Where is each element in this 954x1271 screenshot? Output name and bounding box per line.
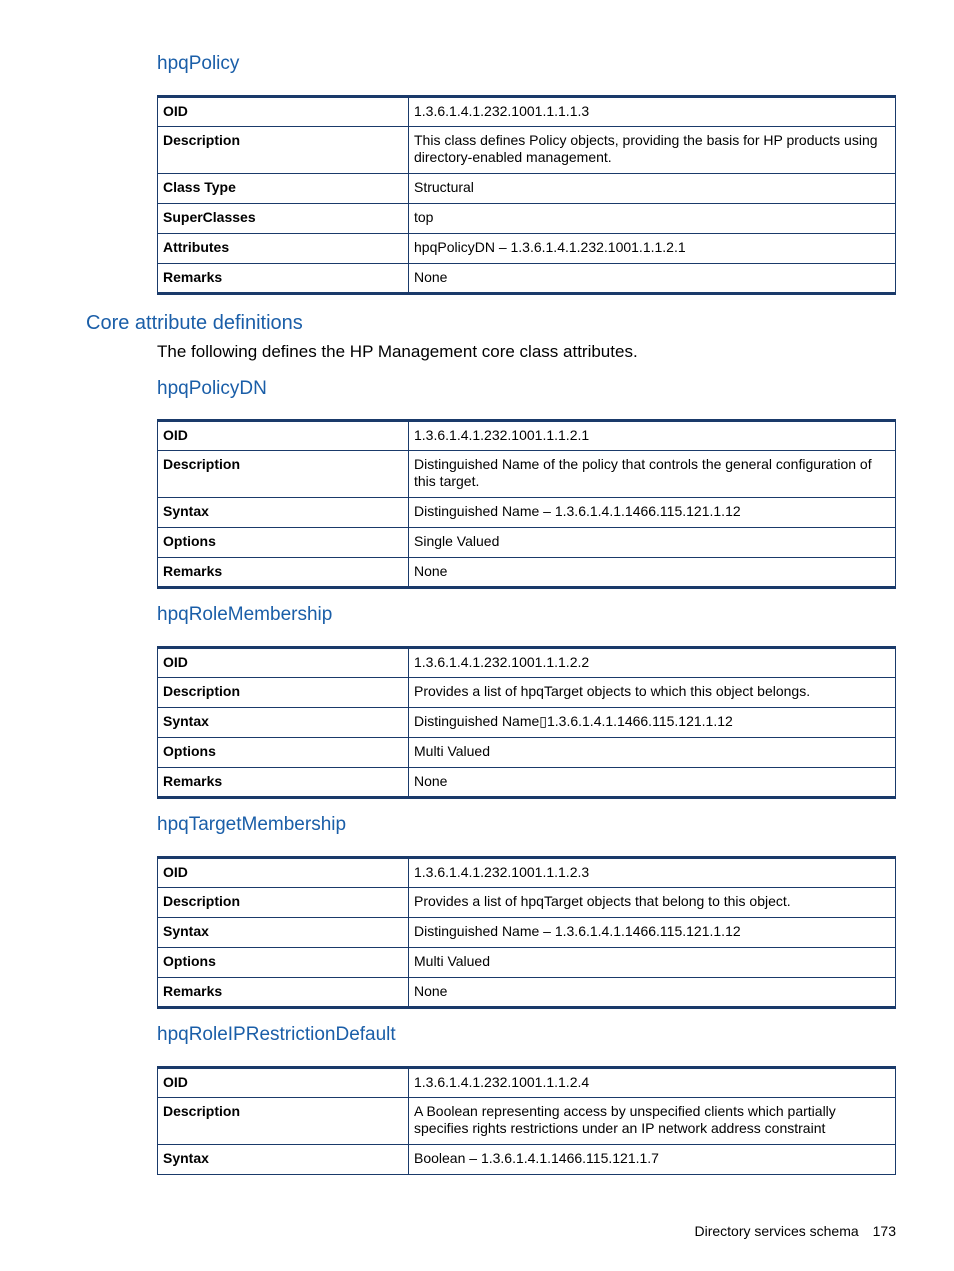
hpqrolemembership-heading: hpqRoleMembership [157,604,333,625]
table-row [158,498,896,528]
row-value: 1.3.6.1.4.1.232.1001.1.1.2.2 [409,648,896,678]
table-row [158,264,896,294]
table-row [158,558,896,588]
table-row [158,678,896,708]
row-value: Multi Valued [409,948,896,978]
row-value: None [409,558,896,588]
row-key: SuperClasses [158,204,409,234]
row-key: Remarks [158,264,409,294]
table-row [158,708,896,738]
footer-chapter-title: Directory services schema [694,1223,859,1239]
row-value: Distinguished Name▯1.3.6.1.4.1.1466.115.121.1.12 [409,708,896,738]
row-key: Description [158,1098,409,1145]
table-row [158,888,896,918]
row-value: 1.3.6.1.4.1.232.1001.1.1.2.3 [409,858,896,888]
row-value: None [409,978,896,1008]
row-key: Attributes [158,234,409,264]
row-value: Distinguished Name – 1.3.6.1.4.1.1466.115.121.1.12 [409,498,896,528]
table-row [158,528,896,558]
row-key: Syntax [158,1145,409,1175]
row-value: Distinguished Name – 1.3.6.1.4.1.1466.115.121.1.12 [409,918,896,948]
table-row [158,948,896,978]
row-key: Remarks [158,558,409,588]
row-value: Provides a list of hpqTarget objects that belong to this object. [409,888,896,918]
row-value: hpqPolicyDN – 1.3.6.1.4.1.232.1001.1.1.2.1 [409,234,896,264]
row-key: Options [158,528,409,558]
table-row [158,174,896,204]
hpqtargetmembership-table [157,856,896,1009]
row-value: 1.3.6.1.4.1.232.1001.1.1.1.3 [409,97,896,127]
row-key: Syntax [158,498,409,528]
hpqpolicy-table [157,95,896,295]
row-value: 1.3.6.1.4.1.232.1001.1.1.2.4 [409,1068,896,1098]
page-footer [694,1222,896,1240]
table-row [158,858,896,888]
row-key: Syntax [158,918,409,948]
row-key: Description [158,888,409,918]
core-intro-text: The following defines the HP Management core class attributes. [157,342,638,361]
row-key: OID [158,421,409,451]
table-row [158,648,896,678]
table-row [158,204,896,234]
row-key: Remarks [158,978,409,1008]
table-row [158,738,896,768]
table-row [158,1145,896,1175]
row-key: OID [158,97,409,127]
row-value: A Boolean representing access by unspecified clients which partially specifies rights restrictions under an IP network address constraint [409,1098,896,1145]
table-row [158,421,896,451]
hpqpolicydn-heading: hpqPolicyDN [157,378,267,399]
row-key: Class Type [158,174,409,204]
row-value: None [409,768,896,798]
row-key: Remarks [158,768,409,798]
table-row [158,97,896,127]
row-value: Provides a list of hpqTarget objects to which this object belongs. [409,678,896,708]
row-key: Description [158,678,409,708]
row-key: Options [158,738,409,768]
row-value: None [409,264,896,294]
row-key: Description [158,127,409,174]
row-value: Multi Valued [409,738,896,768]
table-row [158,1098,896,1145]
table-row [158,1068,896,1098]
core-attribute-definitions-heading: Core attribute definitions [86,312,303,334]
row-value: 1.3.6.1.4.1.232.1001.1.1.2.1 [409,421,896,451]
hpqpolicy-heading: hpqPolicy [157,53,240,74]
row-key: OID [158,858,409,888]
row-value: Single Valued [409,528,896,558]
table-row [158,127,896,174]
hpqtargetmembership-heading: hpqTargetMembership [157,814,347,835]
page-number: 173 [872,1223,896,1239]
table-row [158,451,896,498]
row-key: Description [158,451,409,498]
table-row [158,978,896,1008]
table-row [158,768,896,798]
table-row [158,234,896,264]
hpqroleiprestrictiondefault-table [157,1066,896,1175]
row-value: Boolean – 1.3.6.1.4.1.1466.115.121.1.7 [409,1145,896,1175]
row-value: This class defines Policy objects, providing the basis for HP products using directory-enabled management. [409,127,896,174]
hpqrolemembership-table [157,646,896,799]
hpqroleiprestrictiondefault-heading: hpqRoleIPRestrictionDefault [157,1024,396,1045]
row-value: top [409,204,896,234]
hpqpolicydn-table [157,419,896,589]
row-value: Structural [409,174,896,204]
table-row [158,918,896,948]
row-value: Distinguished Name of the policy that controls the general configuration of this target. [409,451,896,498]
row-key: Options [158,948,409,978]
row-key: Syntax [158,708,409,738]
row-key: OID [158,1068,409,1098]
row-key: OID [158,648,409,678]
